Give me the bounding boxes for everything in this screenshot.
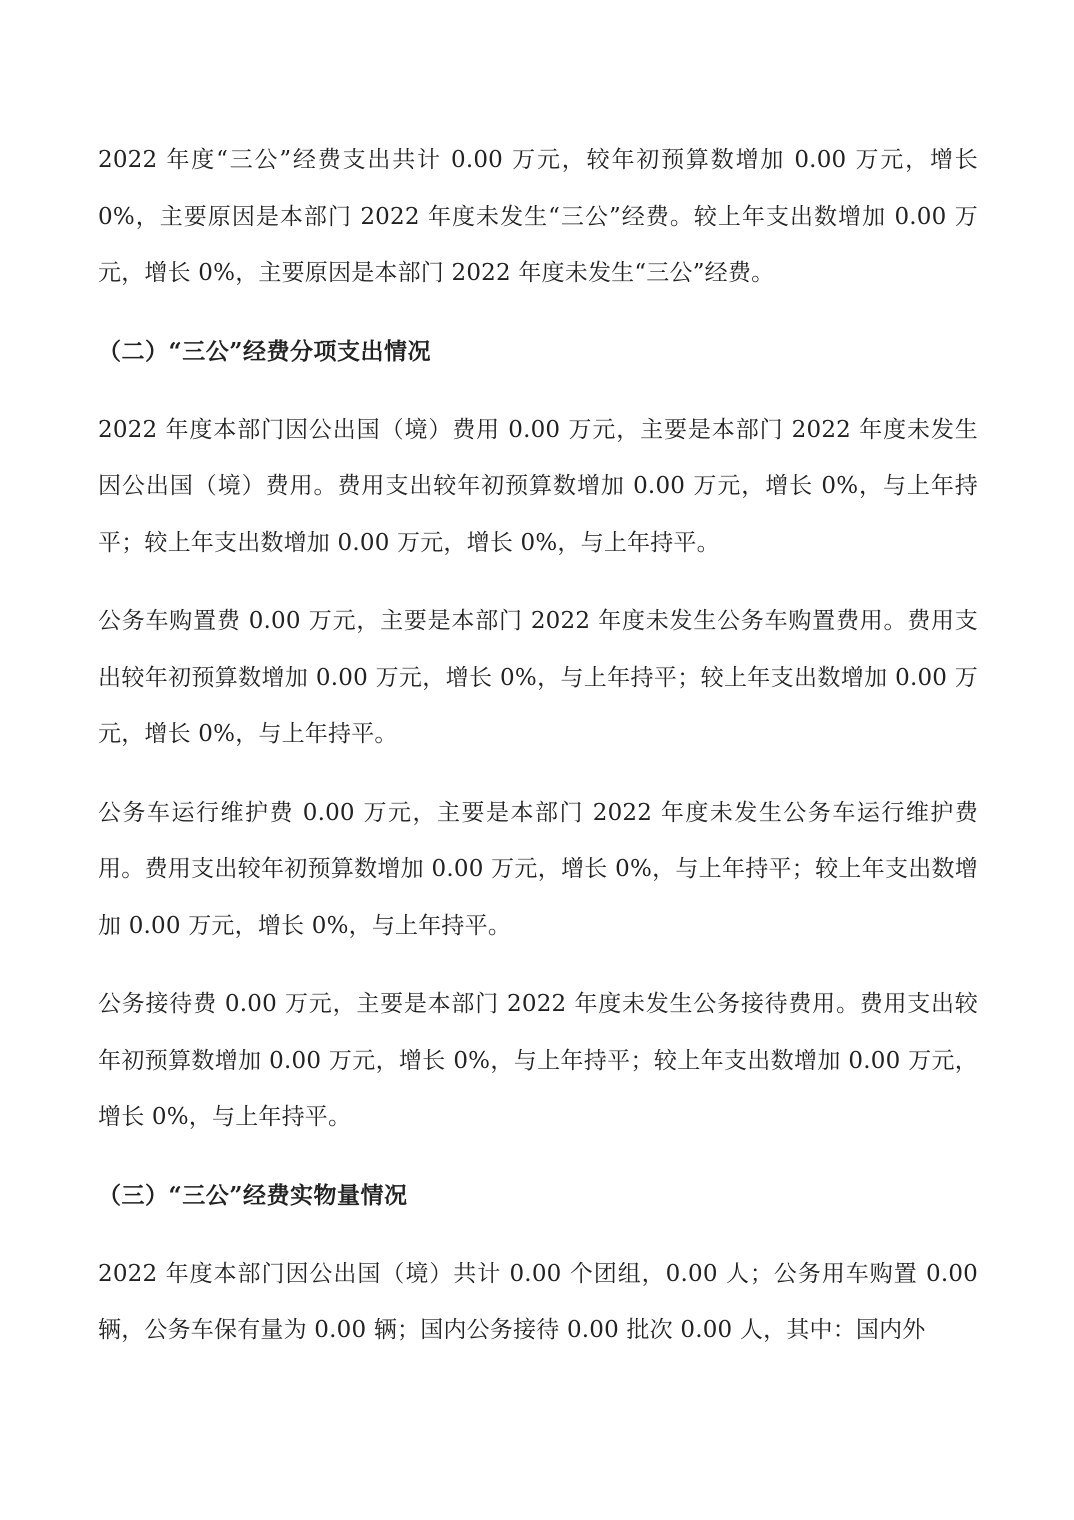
paragraph-total-expenditure: 2022 年度“三公”经费支出共计 0.00 万元，较年初预算数增加 0.00 万元，增长 0%，主要原因是本部门 2022 年度未发生“三公”经费。较上年支出数增加 0.00 万元，增长 0%，主要原因是本部门 2022 年度未发生“三公”经费。 bbox=[98, 147, 978, 286]
document-page bbox=[98, 132, 978, 1381]
paragraph-physical-quantity: 2022 年度本部门因公出国（境）共计 0.00 个团组，0.00 人；公务用车购置 0.00 辆，公务车保有量为 0.00 辆；国内公务接待 0.00 批次 0.00 人，其中：国内外 bbox=[98, 1260, 978, 1343]
paragraph-vehicle-purchase: 公务车购置费 0.00 万元，主要是本部门 2022 年度未发生公务车购置费用。费用支出较年初预算数增加 0.00 万元，增长 0%，与上年持平；较上年支出数增加 0.00 万元，增长 0%，与上年持平。 bbox=[98, 608, 978, 747]
paragraph-vehicle-maintenance: 公务车运行维护费 0.00 万元，主要是本部门 2022 年度未发生公务车运行维护费用。费用支出较年初预算数增加 0.00 万元，增长 0%，与上年持平；较上年支出数增加 0.00 万元，增长 0%，与上年持平。 bbox=[98, 799, 978, 939]
section-heading-physical-quantity: （三）“三公”经费实物量情况 bbox=[98, 1181, 408, 1209]
paragraph-reception: 公务接待费 0.00 万元，主要是本部门 2022 年度未发生公务接待费用。费用支出较年初预算数增加 0.00 万元，增长 0%，与上年持平；较上年支出数增加 0.00 万元，增长 0%，与上年持平。 bbox=[98, 991, 978, 1130]
paragraph-overseas-travel: 2022 年度本部门因公出国（境）费用 0.00 万元，主要是本部门 2022 年度未发生因公出国（境）费用。费用支出较年初预算数增加 0.00 万元，增长 0%，与上年持平；较上年支出数增加 0.00 万元，增长 0%，与上年持平。 bbox=[98, 416, 978, 556]
section-heading-itemized-expenditure: （二）“三公”经费分项支出情况 bbox=[98, 337, 431, 365]
